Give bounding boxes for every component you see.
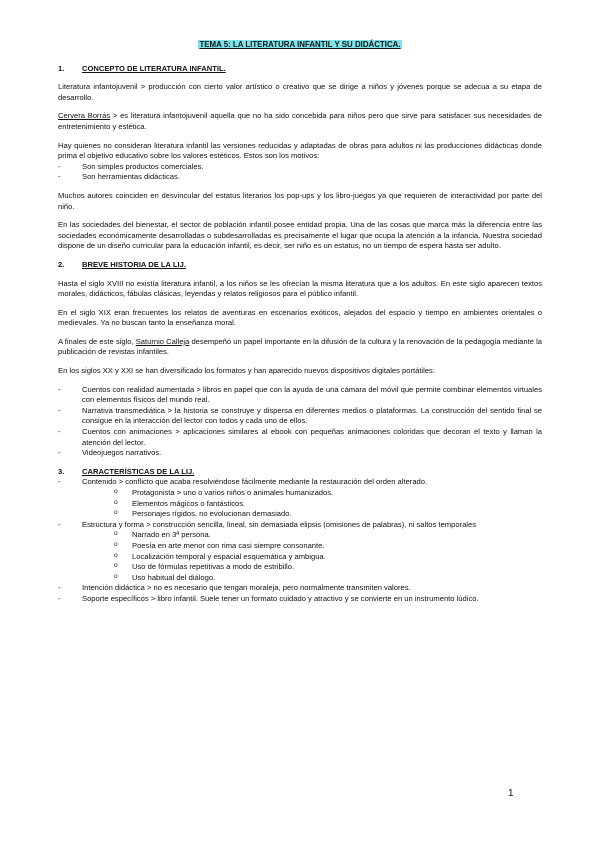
paragraph-text: desempeñó un papel importante en la difusión de la cultura y la renovación de la pedagogía mediante la publicación de revistas infantiles. xyxy=(58,336,542,357)
sub-list-item: o Uso habitual del diálogo. xyxy=(114,573,542,584)
document-title xyxy=(58,40,542,51)
list-item-text: Contenido > conflicto que acaba resolviéndose fácilmente mediante la restauración del orden alterado. xyxy=(82,477,428,487)
motivos-list xyxy=(58,162,542,183)
paragraph: Hasta el siglo XVIII no existía literatura infantil, a los niños se les ofrecían la misma literatura que a los adultos. En este siglo aparecen textos morales, didácticos, fábulas clásicas, leyendas y relatos religiosos para el público infantil. xyxy=(58,278,542,299)
paragraph: Hay quienes no consideran literatura infantil las versiones reducidas y adaptadas de obras para adultos ni las producciones didácticas donde prima el objetivo educativo sobre los valores estéticos. Estos son los motivos: xyxy=(58,140,542,161)
paragraph xyxy=(58,337,542,358)
paragraph-text: A finales de este siglo, xyxy=(58,336,136,346)
title-highlight: TEMA 5: LA LITERATURA INFANTIL Y SU DIDÁCTICA. xyxy=(199,40,401,49)
sub-list-item: o Elementos mágicos o fantásticos. xyxy=(114,499,542,510)
author-name: Saturnio Calleja xyxy=(135,336,190,346)
section-1-heading xyxy=(58,64,542,75)
paragraph: En las sociedades del bienestar, el sector de población infantil posee entidad propia. Una de las cosas que marca más la diferencia entre las sociedades económicamente desarrolladas o subdesarrolladas es precisamente el lugar que ocupa la atención a la infancia. Nuestra sociedad dispone de un diseño curricular para la educación infantil, es decir, ser niño es un estatus, no un tiempo de espera hasta ser adulto. xyxy=(58,220,542,251)
list-item: - Son simples productos comerciales. xyxy=(58,162,542,173)
list-item: - Cuentos con animaciones > aplicaciones similares al ebook con pequeñas animaciones coloridas que decoran el texto y llaman la atención del lector. xyxy=(58,427,542,448)
sub-list-item: o Poesía en arte menor con rima casi siempre consonante. xyxy=(114,541,542,552)
paragraph: Literatura infantojuvenil > producción con cierto valor artístico o creativo que se dirige a niños y jóvenes porque se adecua a su etapa de desarrollo. xyxy=(58,82,542,102)
section-number: 1. xyxy=(58,63,65,73)
sub-list xyxy=(82,530,542,583)
section-number: 2. xyxy=(58,259,65,269)
list-item-text: Estructura y forma > construcción sencilla, lineal, sin demasiada elipsis (omisiones de palabras), ni saltos temporales xyxy=(82,519,476,529)
section-title: CONCEPTO DE LITERATURA INFANTIL. xyxy=(82,63,226,73)
formatos-list xyxy=(58,385,542,459)
page-number: 1 xyxy=(508,788,514,799)
author-name: Cervera Borrás xyxy=(58,111,111,121)
paragraph xyxy=(58,111,542,132)
sub-list xyxy=(82,488,542,520)
section-title: CARACTERÍSTICAS DE LA LIJ. xyxy=(82,466,195,476)
sub-list-item: o Personajes rígidos, no evolucionan demasiado. xyxy=(114,509,542,520)
list-item: - Son herramientas didácticas. xyxy=(58,172,542,183)
section-3-heading xyxy=(58,467,542,478)
sub-list-item: o Uso de fórmulas repetitivas a modo de estribillo. xyxy=(114,562,542,573)
list-item: - Intención didáctica > no es necesario que tengan moraleja, pero normalmente transmiten valores. xyxy=(58,583,542,594)
caracteristicas-list xyxy=(58,477,542,604)
list-item xyxy=(58,520,542,584)
document-page xyxy=(58,40,542,613)
paragraph: En los siglos XX y XXI se han diversificado los formatos y han aparecido nuevos dispositivos digitales portátiles: xyxy=(58,366,435,376)
sub-list-item: o Localización temporal y espacial esquemática y ambigua. xyxy=(114,552,542,563)
paragraph: En el siglo XIX eran frecuentes los relatos de aventuras en escenarios exóticos, alejados del espacio y tiempo en ambientes orientales o medievales. Ya no buscan tanto la enseñanza moral. xyxy=(58,307,542,328)
section-2-heading xyxy=(58,260,542,271)
list-item: - Cuentos con realidad aumentada > libros en papel que con la ayuda de una cámara del móvil que permite combinar elementos virtuales con elementos físicos del mundo real. xyxy=(58,385,542,406)
sub-list-item: o Protagonista > uno o varios niños o animales humanizados. xyxy=(114,488,542,499)
list-item: - Videojuegos narrativos. xyxy=(58,448,542,459)
paragraph-text: > es literatura infantojuvenil aquella que no ha sido concebida para niños pero que sirve para satisfacer sus necesidades de entretenimiento y estética. xyxy=(58,111,543,131)
list-item xyxy=(58,477,542,519)
list-item: - Soporte específicos > libro infantil. Suele tener un formato cuidado y atractivo y se convierte en un instrumento lúdico. xyxy=(58,594,542,605)
paragraph: Muchos autores coinciden en desvincular del estatus literarios los pop-ups y los libro-juegos ya que requieren de interactividad por parte del niño. xyxy=(58,190,542,211)
sub-list-item: o Narrado en 3ª persona. xyxy=(114,530,542,541)
section-number: 3. xyxy=(58,466,65,476)
list-item: - Narrativa transmediática > la historia se construye y dispersa en diferentes medios o plataformas. La construcción del sentido final se consigue en la interacción del lector con todos y cada uno de ellos. xyxy=(58,406,542,427)
section-title: BREVE HISTORIA DE LA LIJ. xyxy=(82,259,186,269)
